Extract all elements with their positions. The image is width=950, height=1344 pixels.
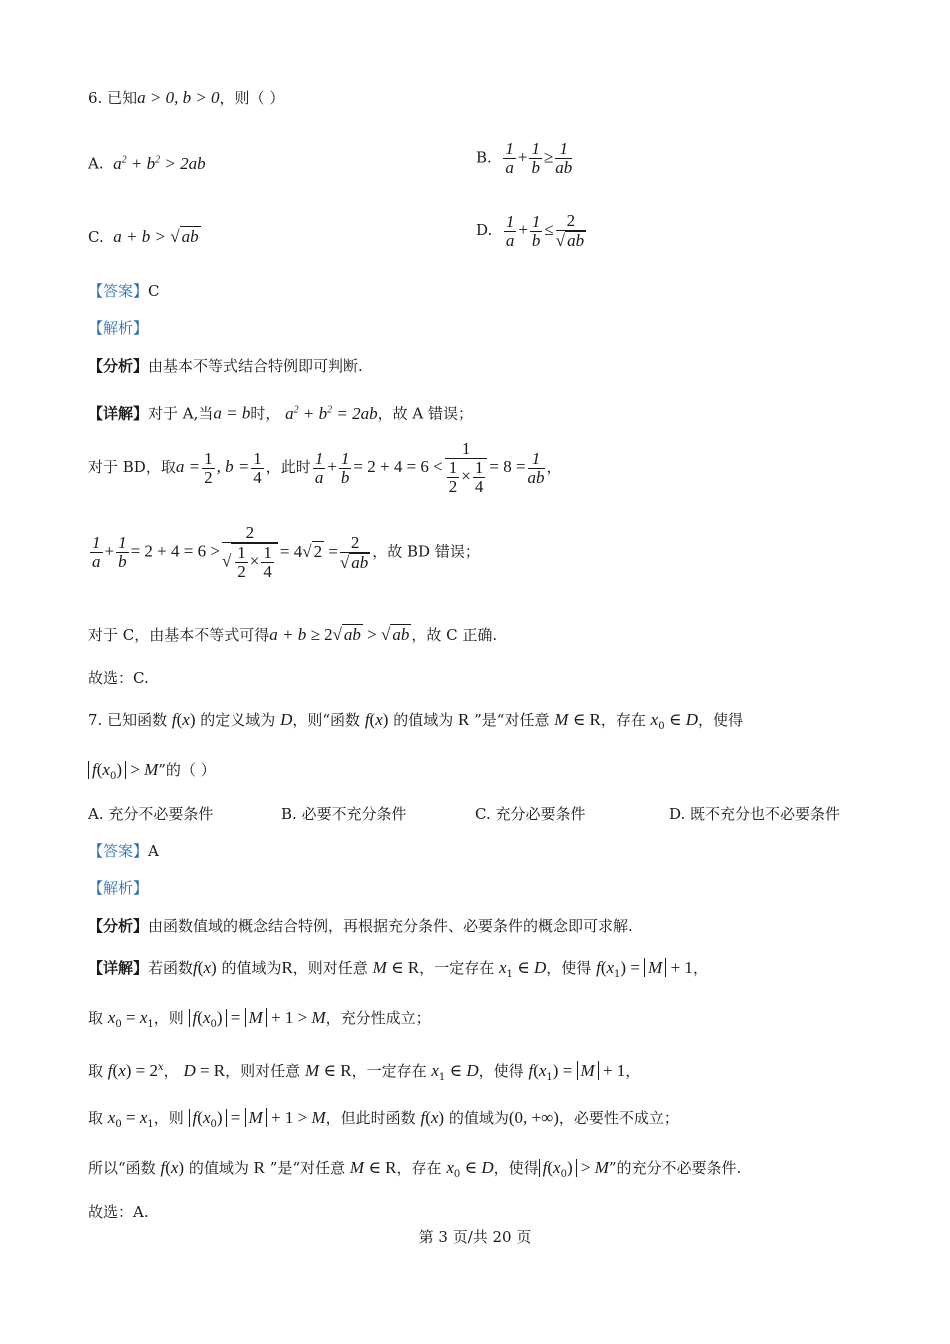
q7-option-a: A. 充分不必要条件 — [88, 805, 214, 823]
q7-xiangjie-line5: 所以“函数 f(x) 的值域为 R ”是“对任意 M ∈ R，存在 $x_0$ ∈ D，使得 $f(x_0) > M$”的充分不必要条件. — [88, 1158, 742, 1180]
q7-xiangjie-line4: 取 $x_0 = x_1$，则 $f(x_0) = M + 1 > M$，但此时函数 f(x) 的值域为(0, +∞)，必要性不成立； — [88, 1108, 679, 1130]
q6-final: 故选：C. — [88, 669, 149, 687]
q7-option-b: B. 必要不充分条件 — [281, 805, 407, 823]
q6-option-b: B. $\frac{1}{a}$ + $\frac{1}{b}$ ≥ $\frac{1}{ab}$ — [476, 139, 573, 177]
q6-answer: 【答案】C — [88, 282, 160, 300]
q6-bd-line1: 对于 BD，取a = $\frac{1}{2}$ , b = $\frac{1}{4}$ ，此时 $\frac{1}{a}$ + $\frac{1}{b}$ = 2 + 4 = 6 < 1 $\frac{1}{2}$ × $\frac{1}{4}$ = 8 = $\frac{1}{ab}$ ， — [88, 439, 562, 496]
q6-option-d: D. $\frac{1}{a}$ + $\frac{1}{b}$ ≤ $\frac{2}{√ ab}$ — [476, 211, 585, 250]
q7-fenxi: 【分析】由函数值域的概念结合特例，再根据充分条件、必要条件的概念即可求解. — [88, 917, 633, 935]
q7-jiexi-tag: 【解析】 — [88, 879, 149, 897]
page-footer: 第 3 页/共 20 页 — [418, 1228, 532, 1246]
q7-answer: 【答案】A — [88, 842, 159, 860]
q7-xiangjie-line3: 取 $f(x) = 2^x$， D = R，则对任意 M ∈ R，一定存在 $x_1$ ∈ D，使得 $f(x_1) = M + 1$， — [88, 1061, 641, 1083]
q7-option-c: C. 充分必要条件 — [475, 805, 586, 823]
q6-stem: 6. 已知a > 0, b > 0，则（ ） — [88, 88, 285, 107]
q6-jiexi-tag: 【解析】 — [88, 319, 149, 337]
q6-option-c: C. a + b > √ ab — [88, 227, 199, 246]
q6-option-a: A. $a^2 + b^2 > 2ab$ — [88, 153, 206, 173]
q6-xiangjie-a: 【详解】对于 A,当a = b时， $a^2 + b^2 = 2ab$，故 A 错误； — [88, 403, 474, 423]
q7-option-d: D. 既不充分也不必要条件 — [669, 805, 841, 823]
q6-fenxi: 【分析】由基本不等式结合特例即可判断. — [88, 357, 363, 375]
q7-stem-line2: $f(x_0) > M$”的（ ） — [88, 760, 216, 787]
q6-bd-line2: $\frac{1}{a}$ + $\frac{1}{b}$ = 2 + 4 = 6 > 2 √ $\frac{1}{2}$ × $\frac{1}{4}$ = 4√ 2 = $\frac{2}{√ ab}$ ，故 BD 错误； — [92, 523, 480, 581]
q7-final: 故选：A. — [88, 1203, 149, 1221]
q7-stem-line1: 7. 已知函数 f(x) 的定义域为 D，则“函数 f(x) 的值域为 R ”是“对任意 M ∈ R，存在 $x_0$ ∈ D，使得 — [88, 710, 743, 732]
q7-xiangjie-line1: 【详解】若函数f(x) 的值域为R，则对任意 M ∈ R，一定存在 $x_1$ ∈ D，使得 $f(x_1) = M + 1$， — [88, 958, 708, 980]
q7-xiangjie-line2: 取 $x_0 = x_1$，则 $f(x_0) = M + 1 > M$，充分性成立； — [88, 1008, 431, 1030]
q6-c: 对于 C，由基本不等式可得a + b ≥ 2√ ab > √ ab ，故 C 正确. — [88, 625, 498, 644]
